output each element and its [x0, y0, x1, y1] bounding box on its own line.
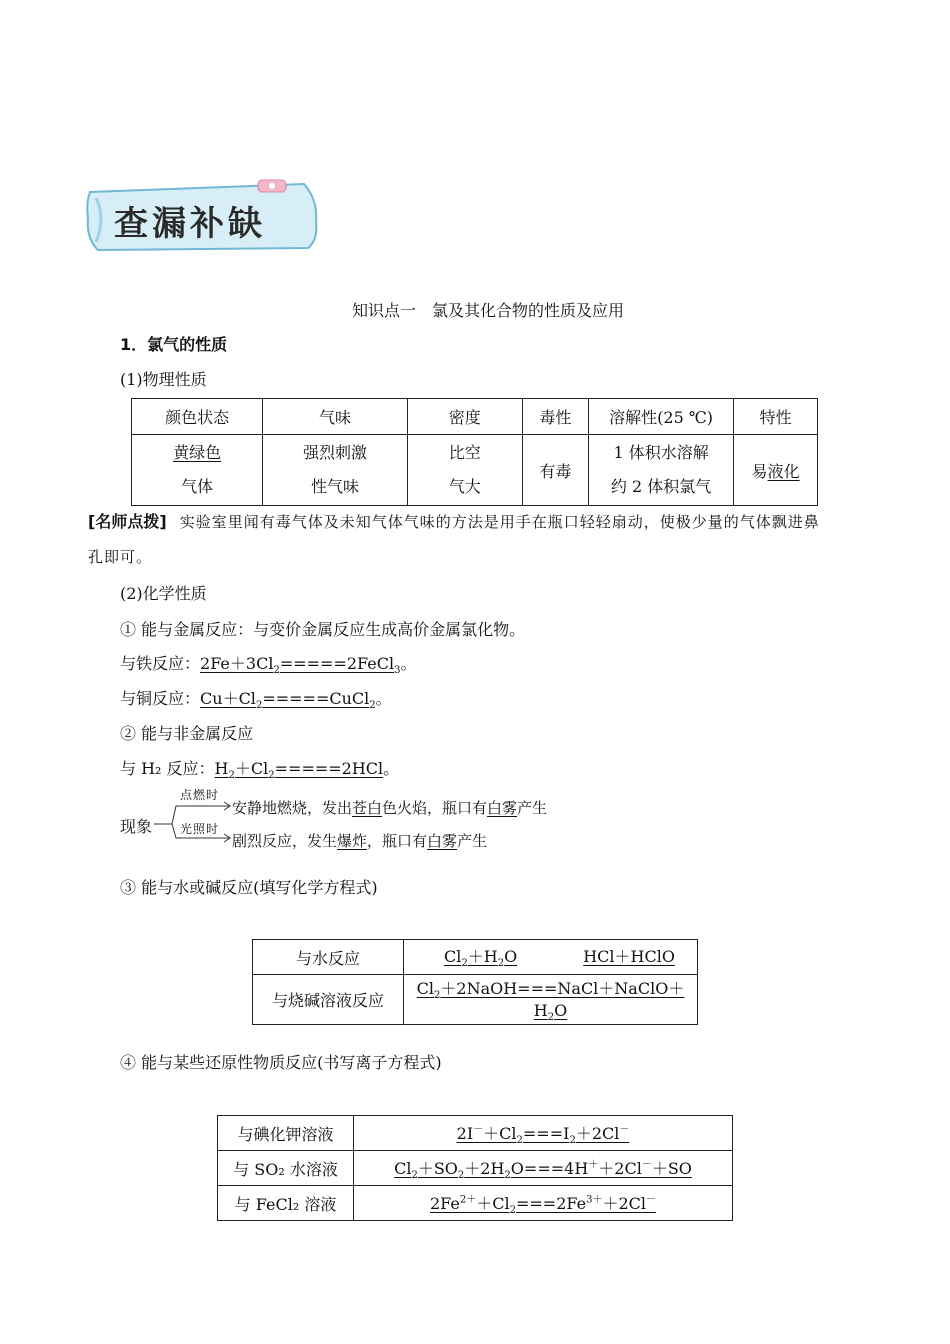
ignite-text: 色火焰，瓶口有 — [382, 799, 488, 817]
copper-equation: $Cu+Cl_2=====CuCl_2$ — [200, 689, 376, 712]
row-label: 与水反应 — [253, 940, 404, 975]
so2-equation: $Cl_2+SO_2+2H_2O===4H^++2Cl^-+SO$ — [354, 1151, 733, 1186]
light-blank: 白雾 — [427, 832, 458, 850]
col-header: 特性 — [734, 399, 818, 435]
cell-smell-b: 性气味 — [311, 477, 360, 496]
tip-label: [名师点拨] — [88, 512, 167, 531]
cell-smell-a: 强烈刺激 — [303, 443, 368, 462]
h2-reaction: 与 H₂ 反应：$H_2+Cl_2=====2HCl$。 — [120, 759, 400, 782]
row-label: 与碘化钾溶液 — [218, 1116, 354, 1151]
heading-chemical: (2)化学性质 — [120, 584, 207, 603]
reducing-table — [217, 1115, 733, 1221]
heading-chlorine-properties: 1．氯气的性质 — [120, 335, 228, 354]
light-result — [232, 830, 487, 851]
cell-special-pre: 易 — [751, 461, 768, 481]
ignite-text: 安静地燃烧，发出 — [232, 799, 353, 817]
light-text: ，瓶口有 — [367, 832, 428, 850]
h2-equation: $H_2+Cl_2=====2HCl$ — [214, 759, 384, 782]
col-header: 溶解性(25 ℃) — [589, 399, 734, 435]
col-header: 密度 — [407, 399, 522, 435]
heading-physical: (1)物理性质 — [120, 370, 207, 389]
cell-toxicity: 有毒 — [522, 435, 588, 506]
phenomenon-diagram — [120, 786, 560, 852]
section-banner — [82, 178, 326, 254]
cell-density-b: 气大 — [448, 477, 481, 496]
tip-paragraph — [88, 509, 820, 532]
cell-color-a: 黄绿色 — [173, 443, 222, 462]
ignite-result — [232, 797, 547, 818]
cell-solubility-a: 1 体积水溶解 — [613, 443, 709, 462]
col-header: 颜色状态 — [132, 399, 263, 435]
row-label: 与烧碱溶液反应 — [253, 975, 404, 1025]
phenomenon-label: 现象 — [120, 817, 153, 836]
metal-reaction: ① 能与金属反应：与变价金属反应生成高价金属氯化物。 — [120, 620, 526, 639]
row-label: 与 FeCl₂ 溶液 — [218, 1186, 354, 1221]
ignite-condition: 点燃时 — [180, 788, 220, 802]
tip-text-a: 实验室里闻有毒气体及未知气体气味的方法是用手在瓶口轻轻扇动，使极少量的气体飘进鼻 — [179, 513, 820, 531]
light-text: 剧烈反应，发生 — [232, 832, 338, 850]
light-text: 产生 — [457, 832, 488, 850]
naoh-equation: $Cl_2+2NaOH===NaCl+NaClO+H_2O$ — [404, 975, 698, 1025]
water-equation: $Cl_2+H_2O$ HCl＋HClO — [404, 940, 698, 975]
cell-color-b: 气体 — [181, 477, 214, 496]
water-base-table — [252, 939, 698, 1025]
ki-equation: $2I^-+Cl_2===I_2+2Cl^-$ — [354, 1116, 733, 1151]
iron-reaction: 与铁反应：$2Fe+3Cl_2=====2FeCl_3$。 — [120, 654, 417, 677]
cell-density — [407, 435, 522, 506]
cell-special-u: 液化 — [767, 461, 800, 481]
banner-title: 查漏补缺 — [114, 204, 266, 244]
ignite-text: 产生 — [517, 799, 548, 817]
col-header: 毒性 — [522, 399, 588, 435]
light-condition: 光照时 — [180, 822, 220, 836]
reducing-heading: ④ 能与某些还原性物质反应(书写离子方程式) — [120, 1053, 442, 1072]
water-base-heading: ③ 能与水或碱反应(填写化学方程式) — [120, 878, 378, 897]
row-label: 与 SO₂ 水溶液 — [218, 1151, 354, 1186]
cell-special — [734, 435, 818, 506]
cell-density-a: 比空 — [448, 443, 481, 462]
cell-smell — [263, 435, 408, 506]
light-blank: 爆炸 — [337, 832, 368, 850]
col-header: 气味 — [263, 399, 408, 435]
ignite-blank: 苍白 — [352, 799, 383, 817]
cell-solubility-b: 约 2 体积氯气 — [610, 477, 712, 496]
cell-solubility — [589, 435, 734, 506]
iron-equation: $2Fe+3Cl_2=====2FeCl_3$ — [200, 654, 401, 677]
section-title: 知识点一 氯及其化合物的性质及应用 — [352, 301, 625, 320]
physical-properties-table — [131, 398, 818, 506]
cell-color — [132, 435, 263, 506]
copper-reaction: 与铜反应：$Cu+Cl_2=====CuCl_2$。 — [120, 689, 392, 712]
nonmetal-reaction: ② 能与非金属反应 — [120, 724, 254, 743]
iron-prefix: 与铁反应： — [120, 654, 201, 673]
tip-text-b: 孔即可。 — [88, 548, 153, 566]
fecl2-equation: $2Fe^{2+}+Cl_2===2Fe^{3+}+2Cl^-$ — [354, 1186, 733, 1221]
h2-prefix: 与 H₂ 反应： — [120, 759, 215, 778]
ignite-blank: 白雾 — [487, 799, 518, 817]
copper-prefix: 与铜反应： — [120, 689, 201, 708]
